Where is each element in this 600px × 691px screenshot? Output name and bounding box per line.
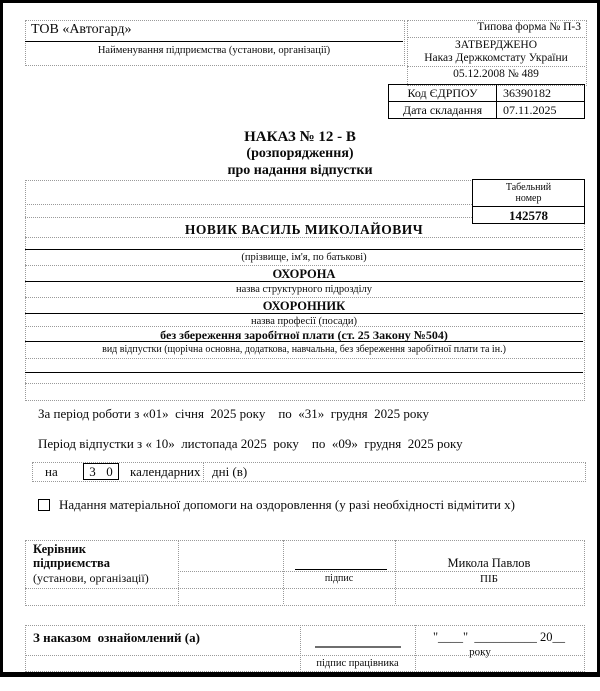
table-row	[389, 85, 585, 102]
department-value: ОХОРОНА	[272, 267, 336, 281]
dotted-rule	[25, 358, 583, 359]
approval-date: 05.12.2008 № 489	[453, 68, 539, 80]
company-underline	[25, 41, 403, 42]
days-prefix: на	[45, 464, 58, 479]
page-title: НАКАЗ № 12 - В	[244, 129, 356, 145]
dotted-rule	[407, 66, 585, 67]
dotted-divider	[395, 540, 396, 604]
edrpou-value: 36390182	[497, 85, 585, 102]
manager-signature-line	[295, 569, 387, 570]
edrpou-label: Код ЄДРПОУ	[389, 85, 497, 102]
position-caption: назва професії (посади)	[250, 316, 358, 327]
vacation-type-value: без збереження заробітної плати (ст. 25 Закону №504)	[160, 328, 448, 342]
solid-rule	[25, 313, 583, 314]
acknowledgement-date-blank: "____" __________ 20__	[432, 630, 566, 644]
dotted-divider	[203, 462, 204, 480]
page-subtitle: (розпорядження)	[246, 146, 354, 161]
dotted-rule	[407, 37, 585, 38]
acknowledgement-label: З наказом ознайомлений (а)	[33, 630, 200, 645]
position-value: ОХОРОННИК	[262, 299, 346, 313]
company-name: ТОВ «Автогард»	[31, 22, 132, 37]
solid-rule	[25, 249, 583, 250]
dotted-rule	[25, 326, 583, 327]
manager-label-line3: (установи, організації)	[33, 571, 149, 585]
manager-name: Микола Павлов	[447, 556, 531, 570]
compiled-date-label: Дата складання	[389, 102, 497, 119]
dotted-rule	[178, 571, 583, 572]
material-aid-checkbox[interactable]	[38, 499, 50, 511]
dotted-rule	[25, 588, 583, 589]
dotted-divider	[178, 540, 179, 604]
table-row	[389, 102, 585, 119]
vacation-period-line: Період відпустки з « 10» листопада 2025 року по «09» грудня 2025 року	[38, 436, 463, 451]
solid-rule	[473, 206, 584, 207]
work-period-line: За період роботи з «01» січня 2025 року по «31» грудня 2025 року	[38, 406, 430, 421]
company-caption: Найменування підприємства (установи, організації)	[97, 45, 331, 56]
compiled-date-value: 07.11.2025	[497, 102, 585, 119]
employee-signature-caption: підпис працівника	[316, 658, 399, 669]
approved-by: Наказ Держкомстату України	[424, 52, 568, 64]
dotted-rule	[25, 217, 472, 218]
dotted-rule	[25, 204, 472, 205]
days-unit-days: дні (в)	[212, 464, 248, 479]
dotted-divider	[283, 540, 284, 604]
manager-label-line1: Керівник	[33, 542, 86, 556]
tab-number-box	[472, 179, 585, 224]
manager-signature-caption: підпис	[324, 573, 354, 584]
department-caption: назва структурного підрозділу	[235, 284, 373, 295]
approved-label: ЗАТВЕРДЖЕНО	[454, 39, 538, 51]
tab-number-value: 142578	[509, 208, 548, 223]
meta-table	[388, 84, 585, 119]
dotted-rule	[25, 265, 583, 266]
form-type: Типова форма № П-3	[477, 21, 581, 33]
dotted-rule	[25, 383, 583, 384]
manager-label-line2: підприємства	[33, 556, 110, 570]
vacation-type-caption: вид відпустки (щорічна основна, додаткова, навчальна, без збереження заробітної плати та ін.)	[102, 344, 506, 355]
dotted-rule	[25, 237, 583, 238]
dotted-rule	[25, 297, 583, 298]
employee-signature-line	[315, 646, 401, 648]
employee-name-caption: (прізвище, ім'я, по батькові)	[241, 252, 367, 263]
days-digit-cell: 3	[83, 463, 102, 480]
solid-rule	[25, 372, 583, 373]
tab-number-label: Табельний номер	[505, 182, 552, 204]
material-aid-label: Надання матеріальної допомоги на оздоровлення (у разі необхідності відмітити х)	[59, 497, 515, 512]
employee-name: НОВИК ВАСИЛЬ МИКОЛАЙОВИЧ	[184, 222, 424, 237]
days-unit-calendar: календарних	[130, 464, 201, 479]
days-digit-cell: 0	[101, 463, 119, 480]
acknowledgement-date-caption: року	[469, 646, 491, 658]
solid-rule	[25, 341, 583, 342]
solid-rule	[25, 281, 583, 282]
page-subject: про надання відпустки	[227, 163, 373, 178]
manager-name-caption: ПІБ	[480, 573, 498, 585]
